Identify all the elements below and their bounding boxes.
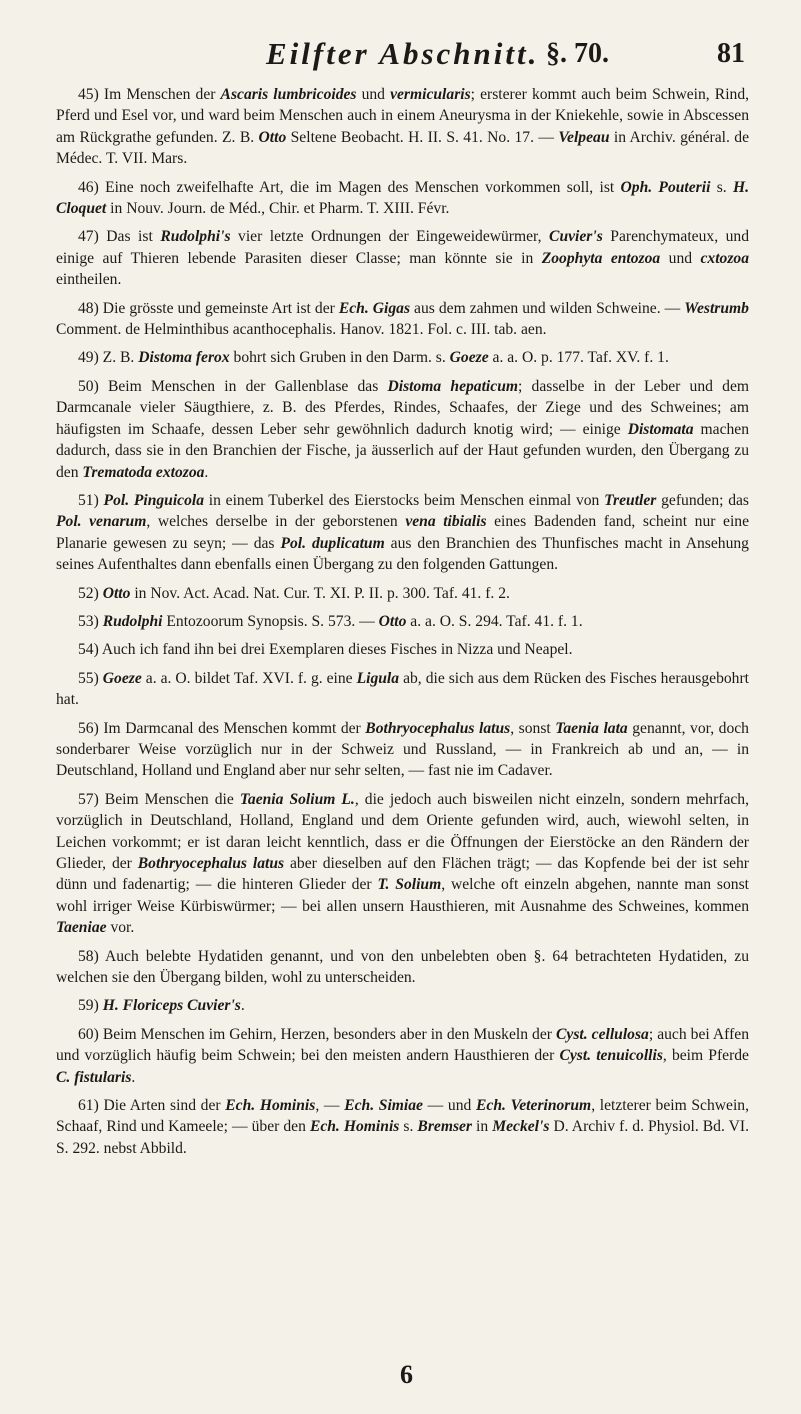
footnote: 48) Die grösste und gemeinste Art ist der Ech. Gigas aus dem zahmen und wilden Schweine. — Westrumb Comment. de Helminthibus acanthocephalis. Hanov. 1821. Fol. c. III. tab. aen. xyxy=(56,299,749,339)
footnote: 59) H. Floriceps Cuvier's. xyxy=(78,997,245,1015)
footnote: 46) Eine noch zweifelhafte Art, die im Magen des Menschen vorkommen soll, ist Oph. Pouterii s. H. Cloquet in Nouv. Journ. de Méd., Chir. et Pharm. T. XIII. Févr. xyxy=(56,178,749,218)
footnote: 50) Beim Menschen in der Gallenblase das Distoma hepaticum; dasselbe in der Leber und dem Darmcanale vieler Säugthiere, z. B. des Pferdes, Rindes, Schaafes, der Ziege und des Schweines; am häufigsten im Schaafe, dessen Leber sehr gewöhnlich dadurch knotig wird; — einige Distomata machen dadurch, dass sie in den Branchien der Fische, ja äusserlich auf der Haut gefunden wurden, den Übergang zu den Trematoda extozoa. xyxy=(56,377,750,481)
running-header xyxy=(56,28,749,84)
footnote: 52) Otto in Nov. Act. Acad. Nat. Cur. T. XI. P. II. p. 300. Taf. 41. f. 2. xyxy=(78,584,510,602)
footnote: 56) Im Darmcanal des Menschen kommt der Bothryocephalus latus, sonst Taenia lata genannt, vor, doch sonderbarer Weise vorzüglich nur in der Schweiz und Russland, — in Frankreich ab und an, — in Deutschland, Holland und England aber nur sehr selten, — fast nie im Cadaver. xyxy=(56,719,749,780)
footnote: 55) Goeze a. a. O. bildet Taf. XVI. f. g. eine Ligula ab, die sich aus dem Rücken des Fisches herausgebohrt hat. xyxy=(56,669,750,709)
footnotes xyxy=(56,84,749,1159)
footnote: 60) Beim Menschen im Gehirn, Herzen, besonders aber in den Muskeln der Cyst. cellulosa; auch bei Affen und vorzüglich häufig beim Schwein; bei den meisten andern Hausthieren der Cyst. tenuicollis, beim Pferde C. fistularis. xyxy=(56,1025,749,1086)
chapter-title: Eilfter Abschnitt. xyxy=(266,36,540,71)
footnote: 61) Die Arten sind der Ech. Hominis, — Ech. Simiae — und Ech. Veterinorum, letzterer beim Schwein, Schaaf, Rind und Kameele; — über den Ech. Hominis s. Bremser in Meckel's D. Archiv f. d. Physiol. Bd. VI. S. 292. nebst Abbild. xyxy=(56,1097,749,1157)
footnote: 58) Auch belebte Hydatiden genannt, und von den unbelebten oben §. 64 betrachteten Hydatiden, zu welchen sie den Übergang bilden, wohl zu unterscheiden. xyxy=(56,947,749,987)
signature-mark: 6 xyxy=(400,1360,413,1389)
footnote: 54) Auch ich fand ihn bei drei Exemplaren dieses Fisches in Nizza und Neapel. xyxy=(78,641,573,659)
page-number: 81 xyxy=(717,38,745,69)
footnote: 51) Pol. Pinguicola in einem Tuberkel des Eierstocks beim Menschen einmal von Treutler gefunden; das Pol. venarum, welches derselbe in der geborstenen vena tibialis eines Badenden fand, scheint nur eine Planarie gewesen zu seyn; — das Pol. duplicatum aus den Branchien des Thunfisches macht in Ansehung seines Aufenthaltes dann ebenfalls einen Übergang zu den folgenden Gattungen. xyxy=(56,491,750,574)
section-number: §. 70. xyxy=(546,38,609,69)
footnote: 47) Das ist Rudolphi's vier letzte Ordnungen der Eingeweidewürmer, Cuvier's Parenchymateux, und einige auf Thieren lebende Parasiten dieser Classe; man könnte sie in Zoophyta entozoa und cxtozoa eintheilen. xyxy=(56,228,749,289)
footnote: 53) Rudolphi Entozoorum Synopsis. S. 573. — Otto a. a. O. S. 294. Taf. 41. f. 1. xyxy=(78,612,583,630)
footnote: 49) Z. B. Distoma ferox bohrt sich Gruben in den Darm. s. Goeze a. a. O. p. 177. Taf. XV. f. 1. xyxy=(78,349,669,367)
footnote: 45) Im Menschen der Ascaris lumbricoides und vermicularis; ersterer kommt auch beim Schwein, Rind, Pferd und Esel vor, und ward beim Menschen auch in einem Aneurysma in der Kniekehle, sowie in Abscessen am Rückgrathe gefunden. Z. B. Otto Seltene Beobacht. H. II. S. 41. No. 17. — Velpeau in Archiv. général. de Médec. T. VII. Mars. xyxy=(56,86,750,168)
footnote: 57) Beim Menschen die Taenia Solium L., die jedoch auch bisweilen nicht einzeln, sondern mehrfach, vorzüglich in Deutschland, Holland, England und dem Oriente gefunden wird, auch, wiewohl selten, in Leichen vorkommt; er ist daran leicht kenntlich, dass er die Öffnungen der Eierstöcke an den Rändern der Glieder, der Bothryocephalus latus aber dieselben auf den Flächen trägt; — das Kopfende bei der ist sehr dünn und fadenartig; — die hinteren Glieder der T. Solium, welche oft einzeln abgehen, nannte man sonst wohl irriger Weise Kürbiswürmer; — bei allen unsern Hausthieren, mit Ausnahme des Schweines, kommen Taeniae vor. xyxy=(56,790,750,937)
